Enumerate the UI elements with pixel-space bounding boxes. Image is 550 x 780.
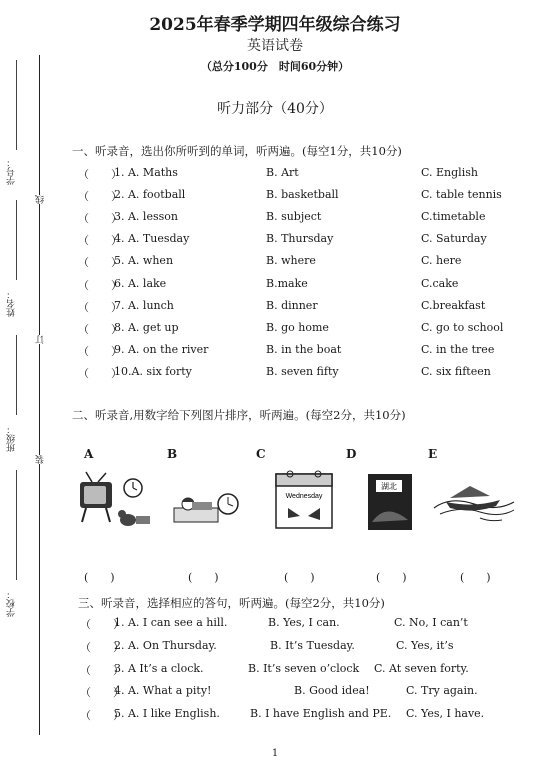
picture-river-boat: [430, 478, 518, 526]
s1-option-c: C. English: [421, 166, 478, 179]
s1-option-a: 2. A. football: [114, 188, 186, 202]
s3-option-a: 3. A It’s a clock.: [114, 661, 204, 675]
picture-letter-a: A: [84, 447, 94, 461]
s3-answer-bracket[interactable]: （ ）: [80, 618, 124, 631]
s1-option-b: B. Art: [266, 166, 299, 179]
s3-option-b: B. Good idea!: [294, 684, 370, 698]
s1-answer-bracket[interactable]: （ ）: [78, 212, 122, 226]
s1-option-b: B. in the boat: [266, 342, 342, 356]
s1-option-a: 5. A. when: [114, 254, 174, 268]
name-label: 姓名：: [7, 290, 17, 317]
picture-letter-c: C: [256, 447, 266, 461]
s1-option-c: C. go to school: [421, 320, 504, 334]
picture-letter-e: E: [428, 447, 438, 461]
s1-answer-bracket[interactable]: （ ）: [78, 190, 122, 204]
s1-option-c: C. six fifteen: [421, 364, 491, 378]
answer-slot-c[interactable]: ( ): [284, 571, 315, 584]
binding-line: [39, 55, 40, 735]
s1-option-c: C.timetable: [421, 210, 486, 224]
exam-subtitle: 英语试卷: [247, 38, 303, 54]
name-underline-3: [16, 335, 17, 415]
answer-slot-a[interactable]: ( ): [84, 571, 115, 584]
section2-heading: 二、听录音,用数字给下列图片排序，听两遍。(每空2分，共10分): [72, 408, 406, 422]
svg-text:湖北: 湖北: [381, 482, 397, 491]
picture-boy-bed-clock: [172, 488, 242, 533]
answer-slot-d[interactable]: ( ): [376, 571, 407, 584]
section1-heading: 一、听录音，选出你所听到的单词，听两遍。(每空1分，共10分): [72, 144, 402, 158]
s1-option-a: 3. A. lesson: [114, 210, 178, 224]
s1-answer-bracket[interactable]: （ ）: [78, 344, 122, 358]
svg-text:Wednesday: Wednesday: [285, 493, 323, 500]
s1-option-b: B. go home: [266, 320, 329, 334]
s1-answer-bracket[interactable]: （ ）: [78, 256, 122, 270]
s1-option-c: C. in the tree: [421, 342, 495, 356]
school-label: 学校：: [7, 590, 17, 617]
class-label: 班级：: [7, 425, 17, 452]
s1-option-b: B. seven fifty: [266, 364, 339, 378]
s1-option-b: B. basketball: [266, 188, 339, 202]
picture-letter-d: D: [346, 447, 357, 461]
student-id-label: 学号：: [7, 158, 17, 185]
s3-answer-bracket[interactable]: （ ）: [80, 709, 124, 723]
exam-note: （总分100分 时间60分钟）: [200, 60, 350, 73]
s3-option-b: B. I have English and PE.: [250, 707, 392, 721]
picture-calendar: [270, 468, 338, 532]
s1-option-a: 6. A. lake: [114, 276, 167, 290]
s3-answer-bracket[interactable]: （ ）: [80, 686, 124, 700]
s3-option-a: 4. A. What a pity!: [114, 684, 212, 698]
s3-option-c: C. Try again.: [406, 684, 478, 698]
s1-option-a: 4. A. Tuesday: [114, 232, 190, 246]
exam-title: 2025年春季学期四年级综合练习: [149, 15, 401, 35]
answer-slot-b[interactable]: ( ): [188, 571, 219, 584]
answer-slot-e[interactable]: ( ): [460, 571, 491, 584]
s3-option-a: 1. A. I can see a hill.: [114, 616, 228, 629]
page-number: 1: [271, 748, 279, 759]
binding-mark-bind: 装: [36, 455, 46, 464]
binding-mark-line: 线: [36, 195, 46, 204]
s3-answer-bracket[interactable]: （ ）: [80, 640, 124, 654]
name-underline-4: [16, 470, 17, 580]
s1-option-c: C. table tennis: [421, 188, 502, 202]
s1-answer-bracket[interactable]: （ ）: [78, 366, 122, 380]
s1-option-b: B. where: [266, 254, 316, 268]
s1-option-a: 1. A. Maths: [114, 166, 178, 179]
s1-option-c: C. Saturday: [421, 232, 487, 246]
s1-option-a: 7. A. lunch: [114, 298, 174, 312]
s1-answer-bracket[interactable]: （ ）: [78, 300, 122, 314]
s3-option-c: C. No, I can’t: [394, 616, 468, 629]
s1-option-a: 8. A. get up: [114, 320, 179, 334]
binding-mark-staple: 订: [36, 335, 46, 344]
s1-answer-bracket[interactable]: （ ）: [78, 234, 122, 248]
s1-option-c: C. here: [421, 254, 462, 268]
s3-answer-bracket[interactable]: （ ）: [80, 663, 124, 677]
s3-option-c: C. At seven forty.: [374, 661, 469, 675]
s1-option-c: C.breakfast: [421, 298, 486, 312]
s1-option-b: B. subject: [266, 210, 322, 224]
s3-option-c: C. Yes, I have.: [406, 707, 485, 721]
s3-option-b: B. It’s seven o’clock: [248, 661, 360, 675]
s3-option-a: 5. A. I like English.: [114, 707, 220, 721]
s1-option-b: B.make: [266, 276, 308, 290]
section3-heading: 三、听录音，选择相应的答句，听两遍。(每空2分，共10分): [78, 596, 385, 610]
s1-option-b: B. Thursday: [266, 232, 334, 246]
s1-answer-bracket[interactable]: （ ）: [78, 322, 122, 336]
s1-answer-bracket[interactable]: （ ）: [78, 168, 122, 181]
s1-option-c: C.cake: [421, 276, 459, 290]
s3-option-a: 2. A. On Thursday.: [114, 638, 217, 652]
s1-answer-bracket[interactable]: （ ）: [78, 278, 122, 292]
picture-letter-b: B: [167, 447, 178, 461]
s3-option-c: C. Yes, it’s: [396, 638, 454, 652]
name-underline-2: [16, 200, 17, 280]
s1-option-a: 10.A. six forty: [114, 364, 192, 378]
s1-option-b: B. dinner: [266, 298, 318, 312]
s1-option-a: 9. A. on the river: [114, 342, 209, 356]
s3-option-b: B. It’s Tuesday.: [270, 638, 355, 652]
part-title: 听力部分（40分）: [217, 101, 333, 117]
picture-sign: [366, 472, 414, 532]
s3-option-b: B. Yes, I can.: [268, 616, 340, 629]
picture-tv-clock: [76, 470, 156, 535]
